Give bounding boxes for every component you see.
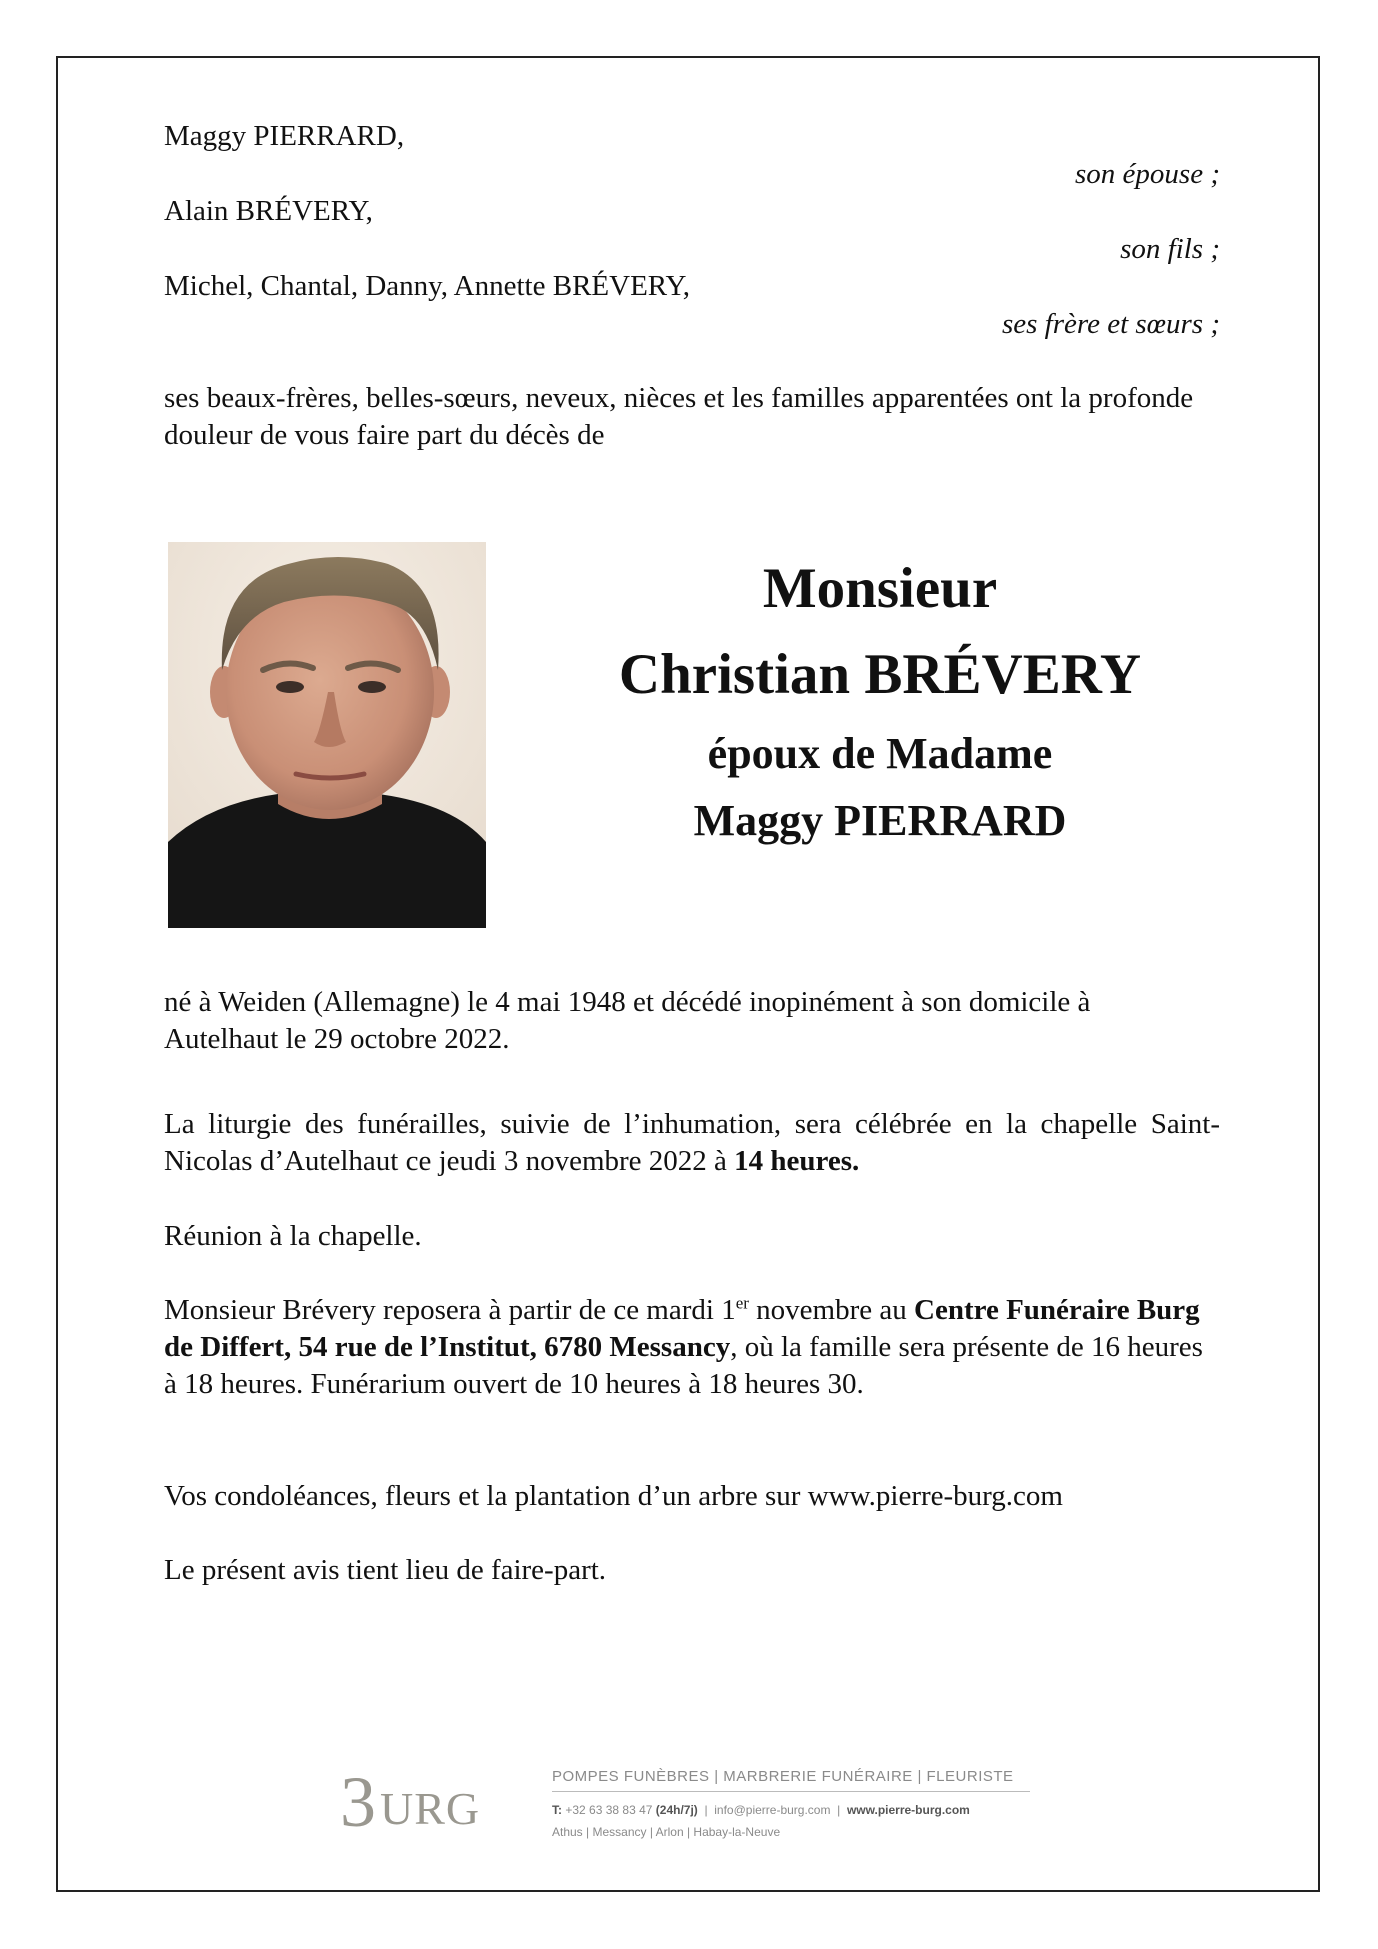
burg-logo [340, 1768, 520, 1834]
announcement-text: ses beaux-frères, belles-sœurs, neveux, nièces et les familles apparentées ont la profonde douleur de vous faire part du décès de [164, 382, 1194, 451]
liturgy-time: 14 heures. [734, 1145, 860, 1177]
rest-part-1: Monsieur Brévery reposera à partir de ce mardi 1 [164, 1294, 736, 1326]
family-relation-1: son épouse ; [1075, 158, 1220, 190]
funeral-center-address: Centre Funéraire Burg de Differt, 54 rue de l’Institut, 6780 Messancy [164, 1294, 1200, 1363]
liturgy-paragraph [164, 1106, 1220, 1180]
footer-website[interactable]: www.pierre-burg.com [846, 1803, 970, 1817]
rest-part-3: , où la famille sera présente de 16 heures à 18 heures. Funérarium ouvert de 10 heures à 18 heures 30. [164, 1331, 1203, 1400]
family-name-2: Alain BRÉVERY, [164, 195, 373, 227]
notice-text: Le présent avis tient lieu de faire-part. [164, 1554, 607, 1586]
deceased-title: Monsieur [762, 557, 998, 620]
family-name-1: Maggy PIERRARD, [164, 120, 405, 152]
footer-contact: T: +32 63 38 83 47 (24h/7j) | info@pierre-burg.com | www.pierre-burg.com [552, 1803, 970, 1817]
footer-tel-label: T: [552, 1803, 562, 1817]
family-relation-3: ses frère et sœurs ; [1001, 308, 1220, 340]
liturgy-text: La liturgie des funérailles, suivie de l’inhumation, sera célébrée en la chapelle Saint-Nicolas d’Autelhaut ce jeudi 3 novembre 2022 à [164, 1108, 1220, 1177]
svg-text:URG: URG [380, 1783, 481, 1834]
spouse-line-2: Maggy PIERRARD [693, 796, 1067, 845]
meeting-text: Réunion à la chapelle. [164, 1220, 422, 1252]
footer-email[interactable]: info@pierre-burg.com [714, 1803, 831, 1817]
rest-part-2: novembre au [748, 1294, 915, 1326]
svg-text:3: 3 [340, 1768, 376, 1834]
footer-services: POMPES FUNÈBRES | MARBRERIE FUNÉRAIRE | FLEURISTE [552, 1768, 1030, 1792]
condolences-text: Vos condoléances, fleurs et la plantation d’un arbre sur www.pierre-burg.com [164, 1480, 1063, 1512]
spouse-line-1: époux de Madame [707, 729, 1053, 778]
footer-hours: (24h/7j) [655, 1803, 698, 1817]
rest-paragraph [164, 1292, 1220, 1403]
deceased-name: Christian BRÉVERY [618, 643, 1142, 706]
family-name-3: Michel, Chantal, Danny, Annette BRÉVERY, [164, 270, 690, 302]
rest-superscript: er [735, 1293, 749, 1313]
footer-locations: Athus | Messancy | Arlon | Habay-la-Neuve [552, 1825, 781, 1839]
family-relation-2: son fils ; [1120, 233, 1220, 265]
footer-tel: +32 63 38 83 47 [565, 1803, 653, 1817]
birth-death-text: né à Weiden (Allemagne) le 4 mai 1948 et décédé inopinément à son domicile à Autelhaut le 29 octobre 2022. [164, 986, 1091, 1055]
portrait-photo [168, 542, 486, 928]
